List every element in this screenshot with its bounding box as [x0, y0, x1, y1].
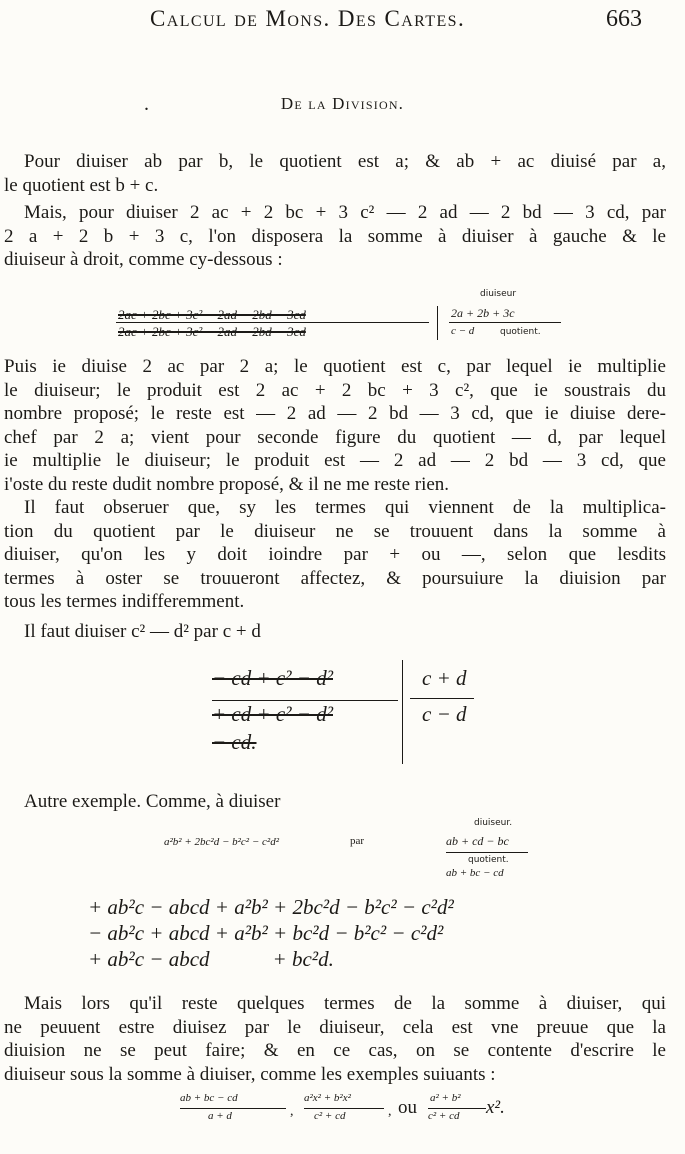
paragraph-5 — [4, 620, 666, 644]
quotient-label: quotient. — [500, 327, 541, 337]
paragraph-7 — [4, 992, 666, 1086]
text-line: termes à oster se trouueront affectez, & poursuiure la diuision par — [4, 567, 666, 589]
text-line: Il faut diuiser c² — d² par c + d — [24, 621, 261, 642]
text-line: Mais lors qu'il reste quelques termes de la somme à diuiser, qui — [24, 993, 666, 1014]
text-line: Il faut obseruer que, sy les termes qui viennent de la multiplica- — [24, 497, 666, 518]
working-row: − ab²c + abcd + a²b² + bc²d − b²c² − c²d² — [88, 921, 444, 945]
bullet-mark: . — [144, 93, 149, 115]
text-line: le quotient est b + c. — [4, 174, 159, 196]
text-line: ie multiplie le diuiseur; le produit est — 2 ad — 2 bd — 3 cd, que — [4, 450, 666, 471]
text-line: i'oste du reste dudit nombre proposé, & il ne me reste rien. — [4, 473, 450, 495]
subtracted-row: + cd + c² − d² — [212, 702, 333, 726]
division-bar — [402, 660, 403, 764]
division-example-3 — [0, 812, 685, 884]
fraction-1-denominator: a + d — [208, 1110, 232, 1122]
dividend-row: − cd + c² − d² — [212, 666, 333, 690]
divisor: c + d — [422, 666, 467, 690]
text-line: le diuiseur; le produit est 2 ac + 2 bc + 3 c², que ie soustrais du — [4, 379, 666, 401]
comma: , — [290, 1104, 294, 1119]
division-bar — [437, 306, 438, 340]
text-line: nombre proposé; le reste est — 2 ad — 2 bd — 3 cd, que ie diuise dere- — [4, 403, 666, 424]
divisor-rule — [446, 852, 528, 853]
page-header — [0, 6, 685, 42]
ou-word: ou — [398, 1097, 417, 1118]
paragraph-4 — [4, 496, 666, 614]
divisor-label: diuiseur. — [474, 818, 513, 828]
text-line: ne peuuent estre diuisez par le diuiseur, cela est vne preuue que la — [4, 1016, 666, 1038]
fraction-3-numerator: a² + b² — [430, 1092, 461, 1104]
text-line: Autre exemple. Comme, à diuiser — [24, 791, 281, 812]
running-title: Calcul de Mons. Des Cartes. — [150, 6, 466, 31]
dividend-line: 2ac + 2bc + 3c² − 2ad − 2bd − 3cd — [118, 307, 306, 322]
fraction-1-numerator: ab + bc − cd — [180, 1092, 238, 1104]
divisor: ab + cd − bc — [446, 834, 509, 848]
fraction-2-numerator: a²x² + b²x² — [304, 1092, 351, 1104]
divisor-label: diuiseur — [480, 289, 517, 299]
text-line: tion du quotient par le diuiseur ne se trouuent dans la somme à — [4, 520, 666, 542]
working-row: + ab²c − abcd + bc²d. — [88, 947, 334, 971]
text-line: Puis ie diuise 2 ac par 2 a; le quotient est c, par lequel ie multiplie — [4, 356, 666, 377]
comma: , — [388, 1104, 392, 1119]
division-example-2 — [0, 650, 685, 770]
paragraph-1 — [4, 150, 666, 197]
subtracted-line: 2ac + 2bc + 3c² − 2ad − 2bd − 3cd — [118, 324, 306, 339]
text-line: diuision ne se peut faire; & en ce cas, on se contente d'escrire le — [4, 1040, 666, 1061]
fraction-2-denominator: c² + cd — [314, 1110, 346, 1122]
quotient: c − d — [451, 325, 475, 337]
paragraph-3 — [4, 355, 666, 496]
quotient-label: quotient. — [468, 855, 509, 865]
division-working — [0, 895, 685, 975]
text-line: diuiseur sous la somme à diuiser, comme les exemples suiuants : — [4, 1063, 496, 1085]
paragraph-6 — [4, 790, 666, 814]
text-line: 2 a + 2 b + 3 c, l'on disposera la somme à diuiser à gauche & le — [4, 225, 666, 247]
dividend: a²b² + 2bc²d − b²c² − c²d² — [164, 836, 280, 848]
divisor: 2a + 2b + 3c — [451, 306, 515, 320]
paragraph-2 — [4, 201, 666, 272]
working-row: + ab²c − abcd + a²b² + 2bc²d − b²c² − c²d² — [88, 895, 454, 919]
fraction-3-denominator: c² + cd — [428, 1110, 460, 1122]
text-line: chef par 2 a; vient pour seconde figure du quotient — d, par lequel — [4, 426, 666, 448]
text-line: Pour diuiser ab par b, le quotient est a; & ab + ac diuisé par a, — [24, 151, 666, 172]
division-example-1 — [0, 288, 685, 344]
quotient: ab + bc − cd — [446, 867, 504, 879]
quotient: c − d — [422, 702, 467, 726]
text-line: tous les termes indifferemment. — [4, 591, 245, 612]
divisor-rule — [449, 322, 561, 323]
divisor-rule — [410, 698, 474, 699]
text-line: diuiseur à droit, comme cy-dessous : — [4, 249, 283, 270]
text-line: diuiser, qu'on les y doit ioindre par + ou —, selon que lesdits — [4, 544, 666, 565]
par-word: par — [350, 835, 365, 847]
remainder-row: − cd. — [212, 730, 257, 754]
final-formula — [0, 1092, 685, 1142]
page-number: 663 — [606, 6, 642, 32]
formula-tail: x². — [486, 1097, 505, 1118]
text-line: Mais, pour diuiser 2 ac + 2 bc + 3 c² — 2 ad — 2 bd — 3 cd, par — [24, 202, 666, 223]
fraction-rule — [180, 1108, 286, 1109]
section-title: De la Division. — [280, 94, 405, 113]
